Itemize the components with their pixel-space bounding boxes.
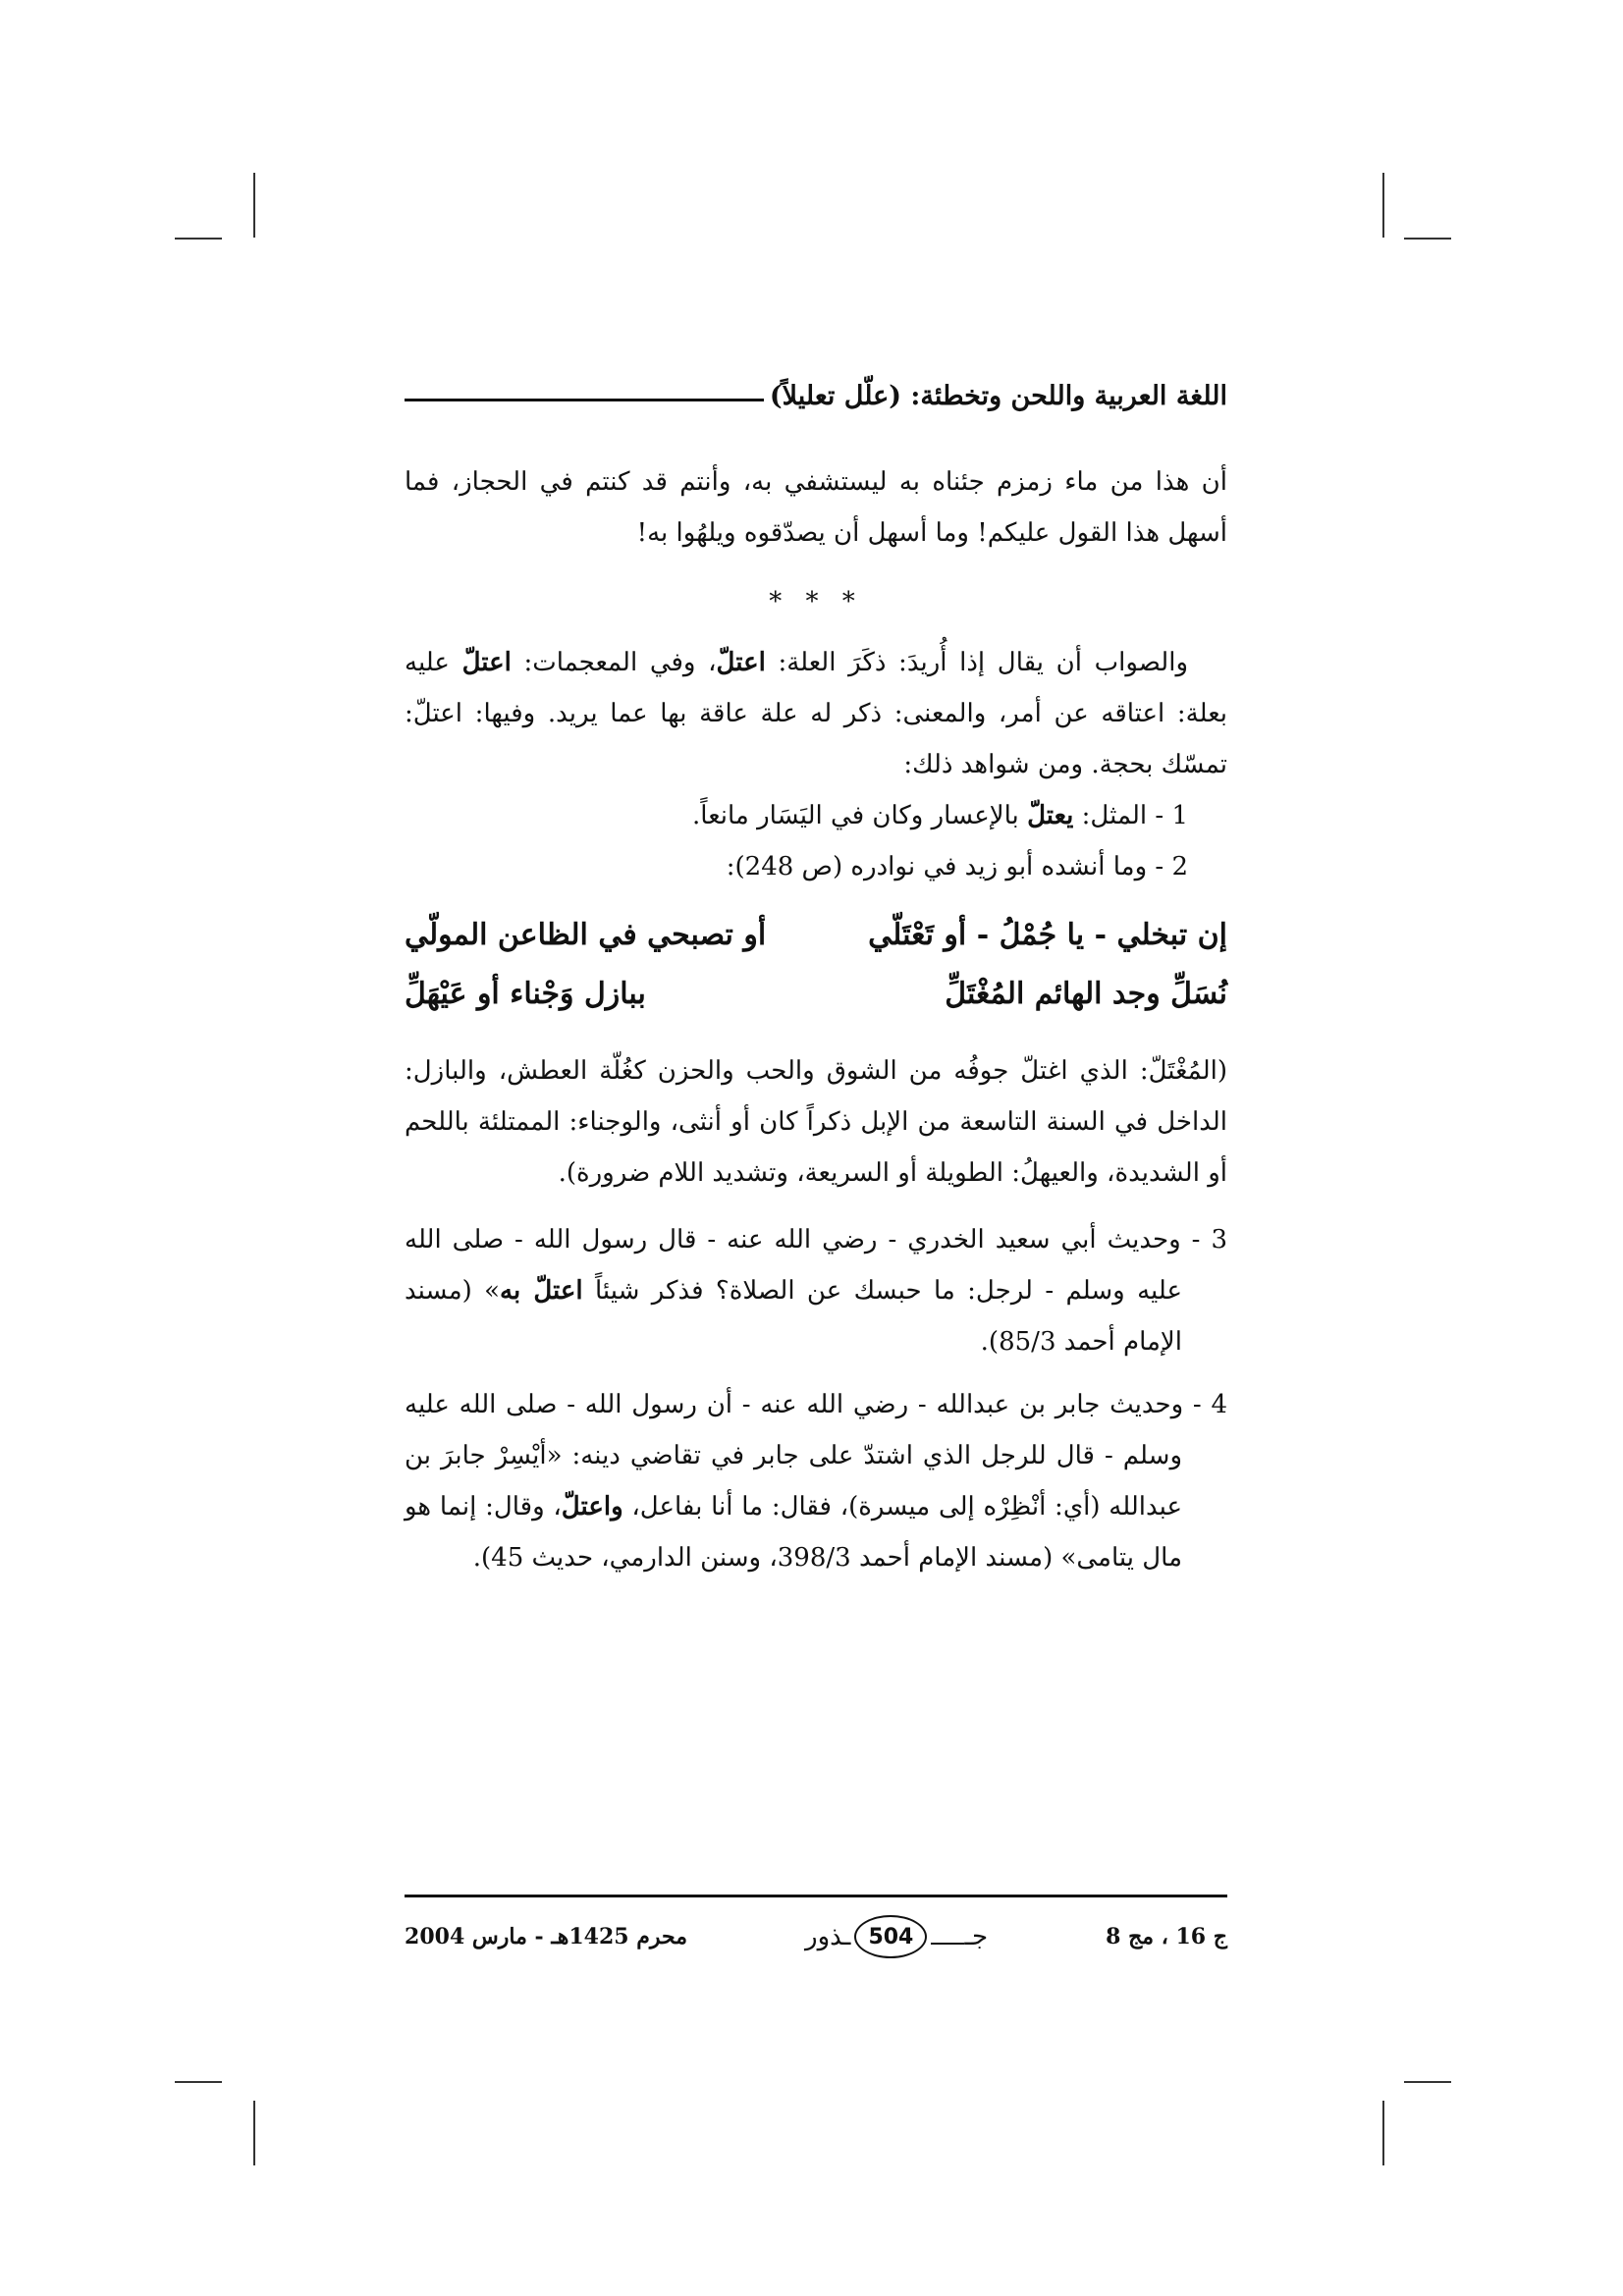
journal-name-part: ـذور: [805, 1922, 851, 1951]
crop-mark: [175, 238, 222, 240]
bold-term: اعتلّ: [461, 648, 512, 677]
header-rule: [405, 399, 764, 401]
issue-date: محرم 1425هـ - مارس 2004: [405, 1924, 688, 1949]
text-run: ، وفي المعجمات:: [511, 648, 717, 677]
crop-mark: [253, 2101, 255, 2165]
bold-term: واعتلّ: [561, 1492, 623, 1522]
list-item: [405, 1379, 1227, 1583]
hemistich: نُسَلِّ وجد الهائم المُغْتَلِّ: [945, 977, 1227, 1011]
text-run: 1 - المثل:: [1073, 801, 1188, 830]
page-number: 504: [854, 1915, 927, 1958]
list-item: [405, 790, 1227, 841]
text-run: ، وقال: إنما هو مال يتامى» (مسند الإمام أحمد 398/3، وسنن الدارمي، حديث 45).: [405, 1492, 1182, 1573]
gloss-paragraph: (المُغْتَلّ: الذي اغتلّ جوفُه من الشوق والحب والحزن كغُلّة العطش، والبازل: الداخل في السنة التاسعة من الإبل ذكراً كان أو أنثى، والوجناء: الممتلئة باللحم أو الشديدة، والعيهلُ: الطويلة أو السريعة، وتشديد اللام ضرورة).: [405, 1056, 1227, 1188]
poem-verse: [405, 906, 1227, 965]
journal-name-part: جـ: [964, 1922, 989, 1951]
list-item: [405, 1214, 1227, 1367]
crop-mark: [1404, 2081, 1451, 2083]
list-item: 2 - وما أنشده أبو زيد في نوادره (ص 248):: [726, 852, 1188, 881]
text-run: والصواب أن يقال إذا أُريدَ: ذكَرَ العلة:: [765, 648, 1188, 677]
volume-info: ج 16 ، مج 8: [1106, 1924, 1227, 1949]
decorative-line: [931, 1943, 964, 1945]
running-header: [405, 373, 1227, 418]
bold-term: اعتلّ: [716, 648, 766, 677]
crop-mark: [253, 173, 255, 238]
hemistich: ببازل وَجْناء أو عَيْهَلِّ: [405, 977, 646, 1011]
document-page: [405, 363, 1227, 1951]
text-run: عليه بعلة: اعتاقه عن أمر، والمعنى: ذكر له علة عاقة بها عما يريد. وفيها: اعتلّ: تمسّك بحجة. ومن شواهد ذلك:: [405, 648, 1227, 779]
body-text: [405, 456, 1227, 1583]
text-run: بالإعسار وكان في اليَسَار مانعاً.: [692, 801, 1028, 830]
section-separator: * * *: [769, 587, 863, 616]
header-title: اللغة العربية واللحن وتخطئة: (علّل تعليلاً): [769, 380, 1227, 411]
crop-mark: [1404, 238, 1451, 240]
bold-term: يعتلّ: [1027, 801, 1074, 830]
crop-mark: [1382, 2101, 1384, 2165]
hemistich: أو تصبحي في الظاعن المولّي: [405, 918, 767, 952]
poem: [405, 906, 1227, 1024]
journal-mark: [805, 1915, 988, 1958]
paragraph: أن هذا من ماء زمزم جئناه به ليستشفي به، وأنتم قد كنتم في الحجاز، فما أسهل هذا القول عليكم! وما أسهل أن يصدّقوه ويلهُوا به!: [405, 467, 1227, 548]
paragraph: [405, 637, 1227, 790]
crop-mark: [175, 2081, 222, 2083]
hemistich: إن تبخلي - يا جُمْلُ - أو تَعْتَلّي: [868, 918, 1227, 952]
text-run: 4 - وحديث جابر بن عبدالله - رضي الله عنه - أن رسول الله - صلى الله عليه وسلم - قال للرجل الذي اشتدّ على جابر في تقاضي دينه: «أيْسِرْ جابرَ بن عبدالله (أي: أنْظِرْه إلى ميسرة)، فقال: ما أنا بفاعل،: [405, 1390, 1227, 1522]
text-run: » (مسند الإمام أحمد 85/3).: [405, 1276, 1182, 1357]
text-run: 3 - وحديث أبي سعيد الخدري - رضي الله عنه - قال رسول الله - صلى الله عليه وسلم - لرجل: ما حبسك عن الصلاة؟ فذكر شيئاً: [405, 1225, 1227, 1306]
poem-verse: [405, 965, 1227, 1024]
crop-mark: [1382, 173, 1384, 238]
page-footer: [405, 1895, 1227, 1966]
bold-term: اعتلّ به: [500, 1276, 583, 1306]
